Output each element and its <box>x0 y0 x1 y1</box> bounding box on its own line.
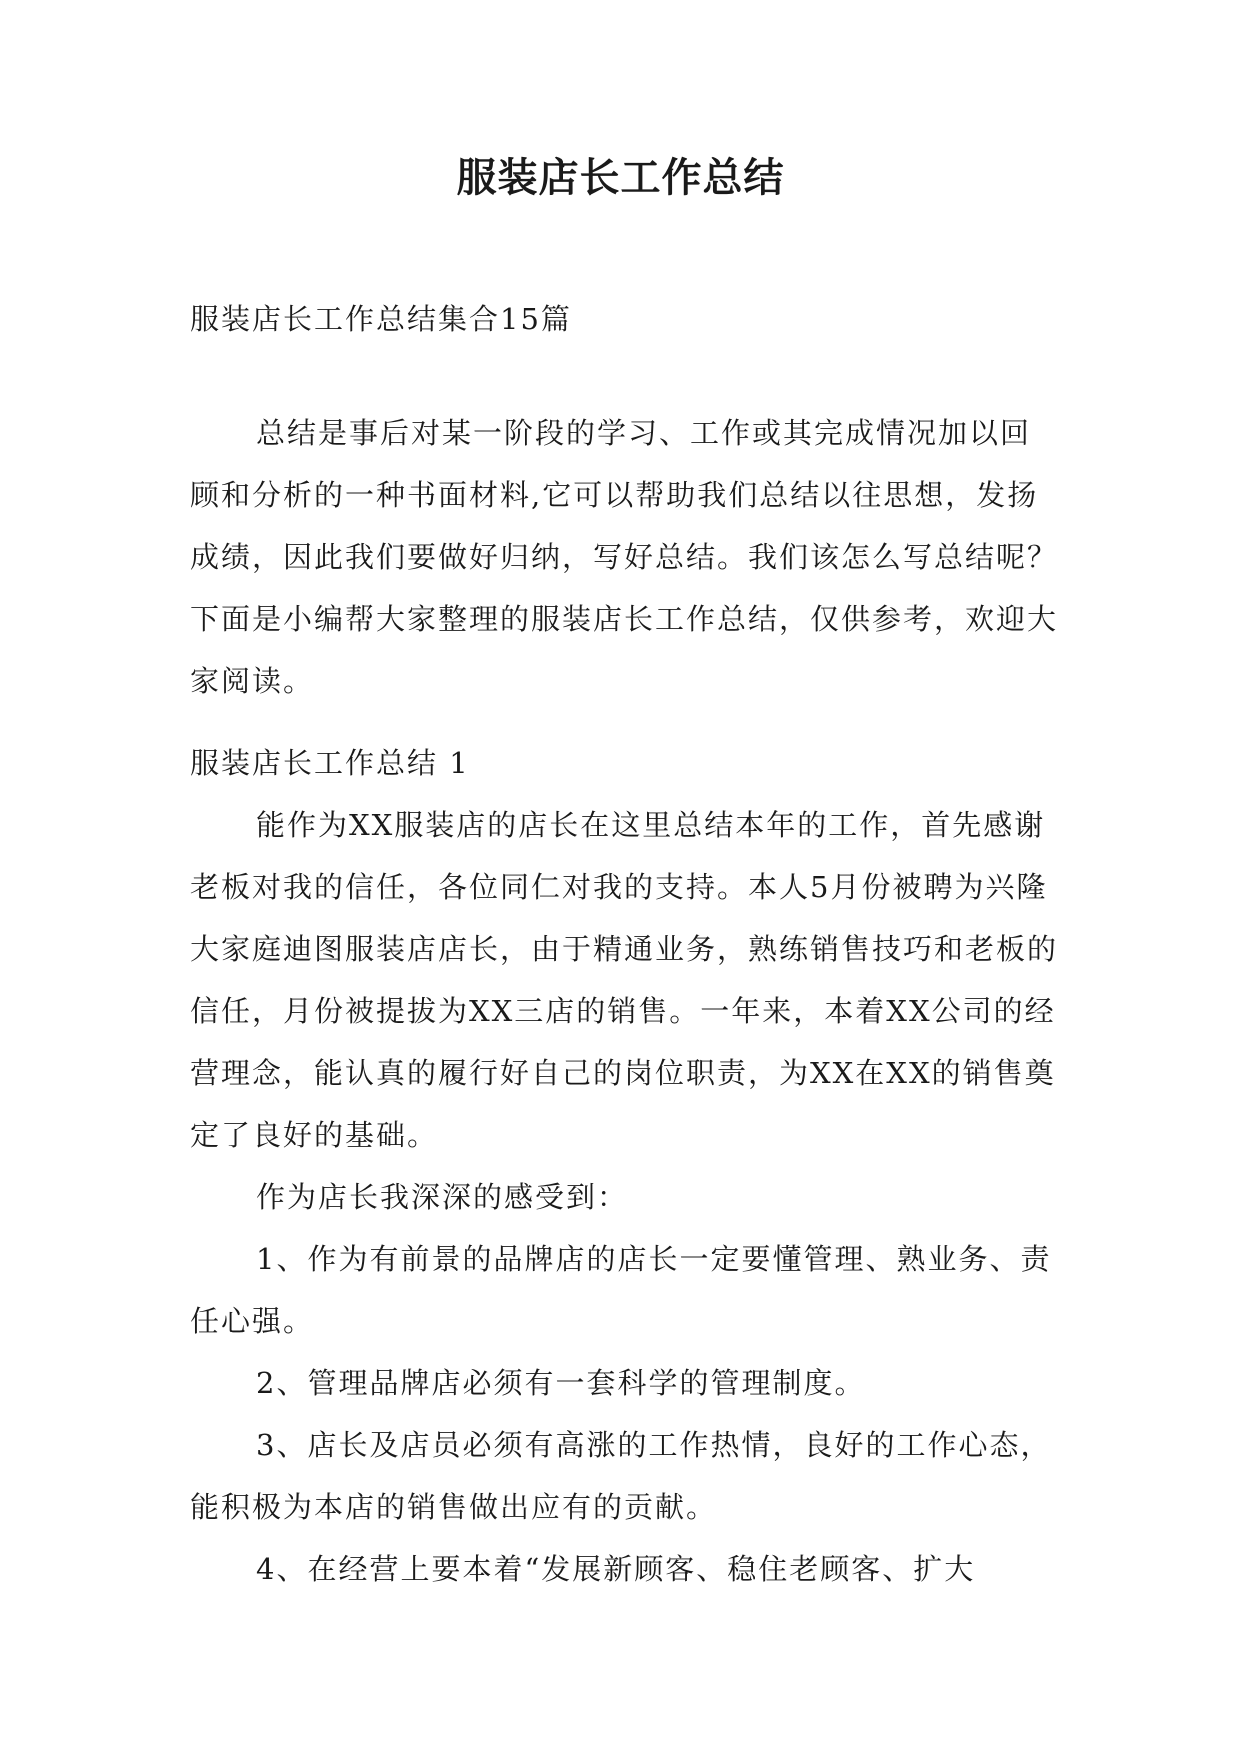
document-title: 服装店长工作总结 <box>456 154 785 201</box>
section-body <box>190 794 1060 1600</box>
intro-paragraph: 总结是事后对某一阶段的学习、工作或其完成情况加以回顾和分析的一种书面材料,它可以帮助我们总结以往思想，发扬成绩，因此我们要做好归纳，写好总结。我们该怎么写总结呢？下面是小编帮大家整理的服装店长工作总结，仅供参考，欢迎大家阅读。 <box>190 416 1059 698</box>
section-heading: 服装店长工作总结 1 <box>190 746 470 780</box>
list-item-2: 2、管理品牌店必须有一套科学的管理制度。 <box>256 1366 866 1400</box>
list-item-3: 3、店长及店员必须有高涨的工作热情，良好的工作心态，能积极为本店的销售做出应有的贡献。 <box>190 1428 1052 1524</box>
list-item-4: 4、在经营上要本着“发展新顾客、稳住老顾客、扩大 <box>256 1552 976 1586</box>
list-item-1: 1、作为有前景的品牌店的店长一定要懂管理、熟业务、责任心强。 <box>190 1242 1052 1338</box>
body-paragraph: 作为店长我深深的感受到： <box>256 1180 629 1214</box>
body-paragraph: 能作为XX服装店的店长在这里总结本年的工作，首先感谢老板对我的信任，各位同仁对我的支持。本人5月份被聘为兴隆大家庭迪图服装店店长，由于精通业务，熟练销售技巧和老板的信任，月份被提拔为XX三店的销售。一年来，本着XX公司的经营理念，能认真的履行好自己的岗位职责，为XX在XX的销售奠定了良好的基础。 <box>190 808 1059 1152</box>
document-subtitle: 服装店长工作总结集合15篇 <box>190 302 572 336</box>
